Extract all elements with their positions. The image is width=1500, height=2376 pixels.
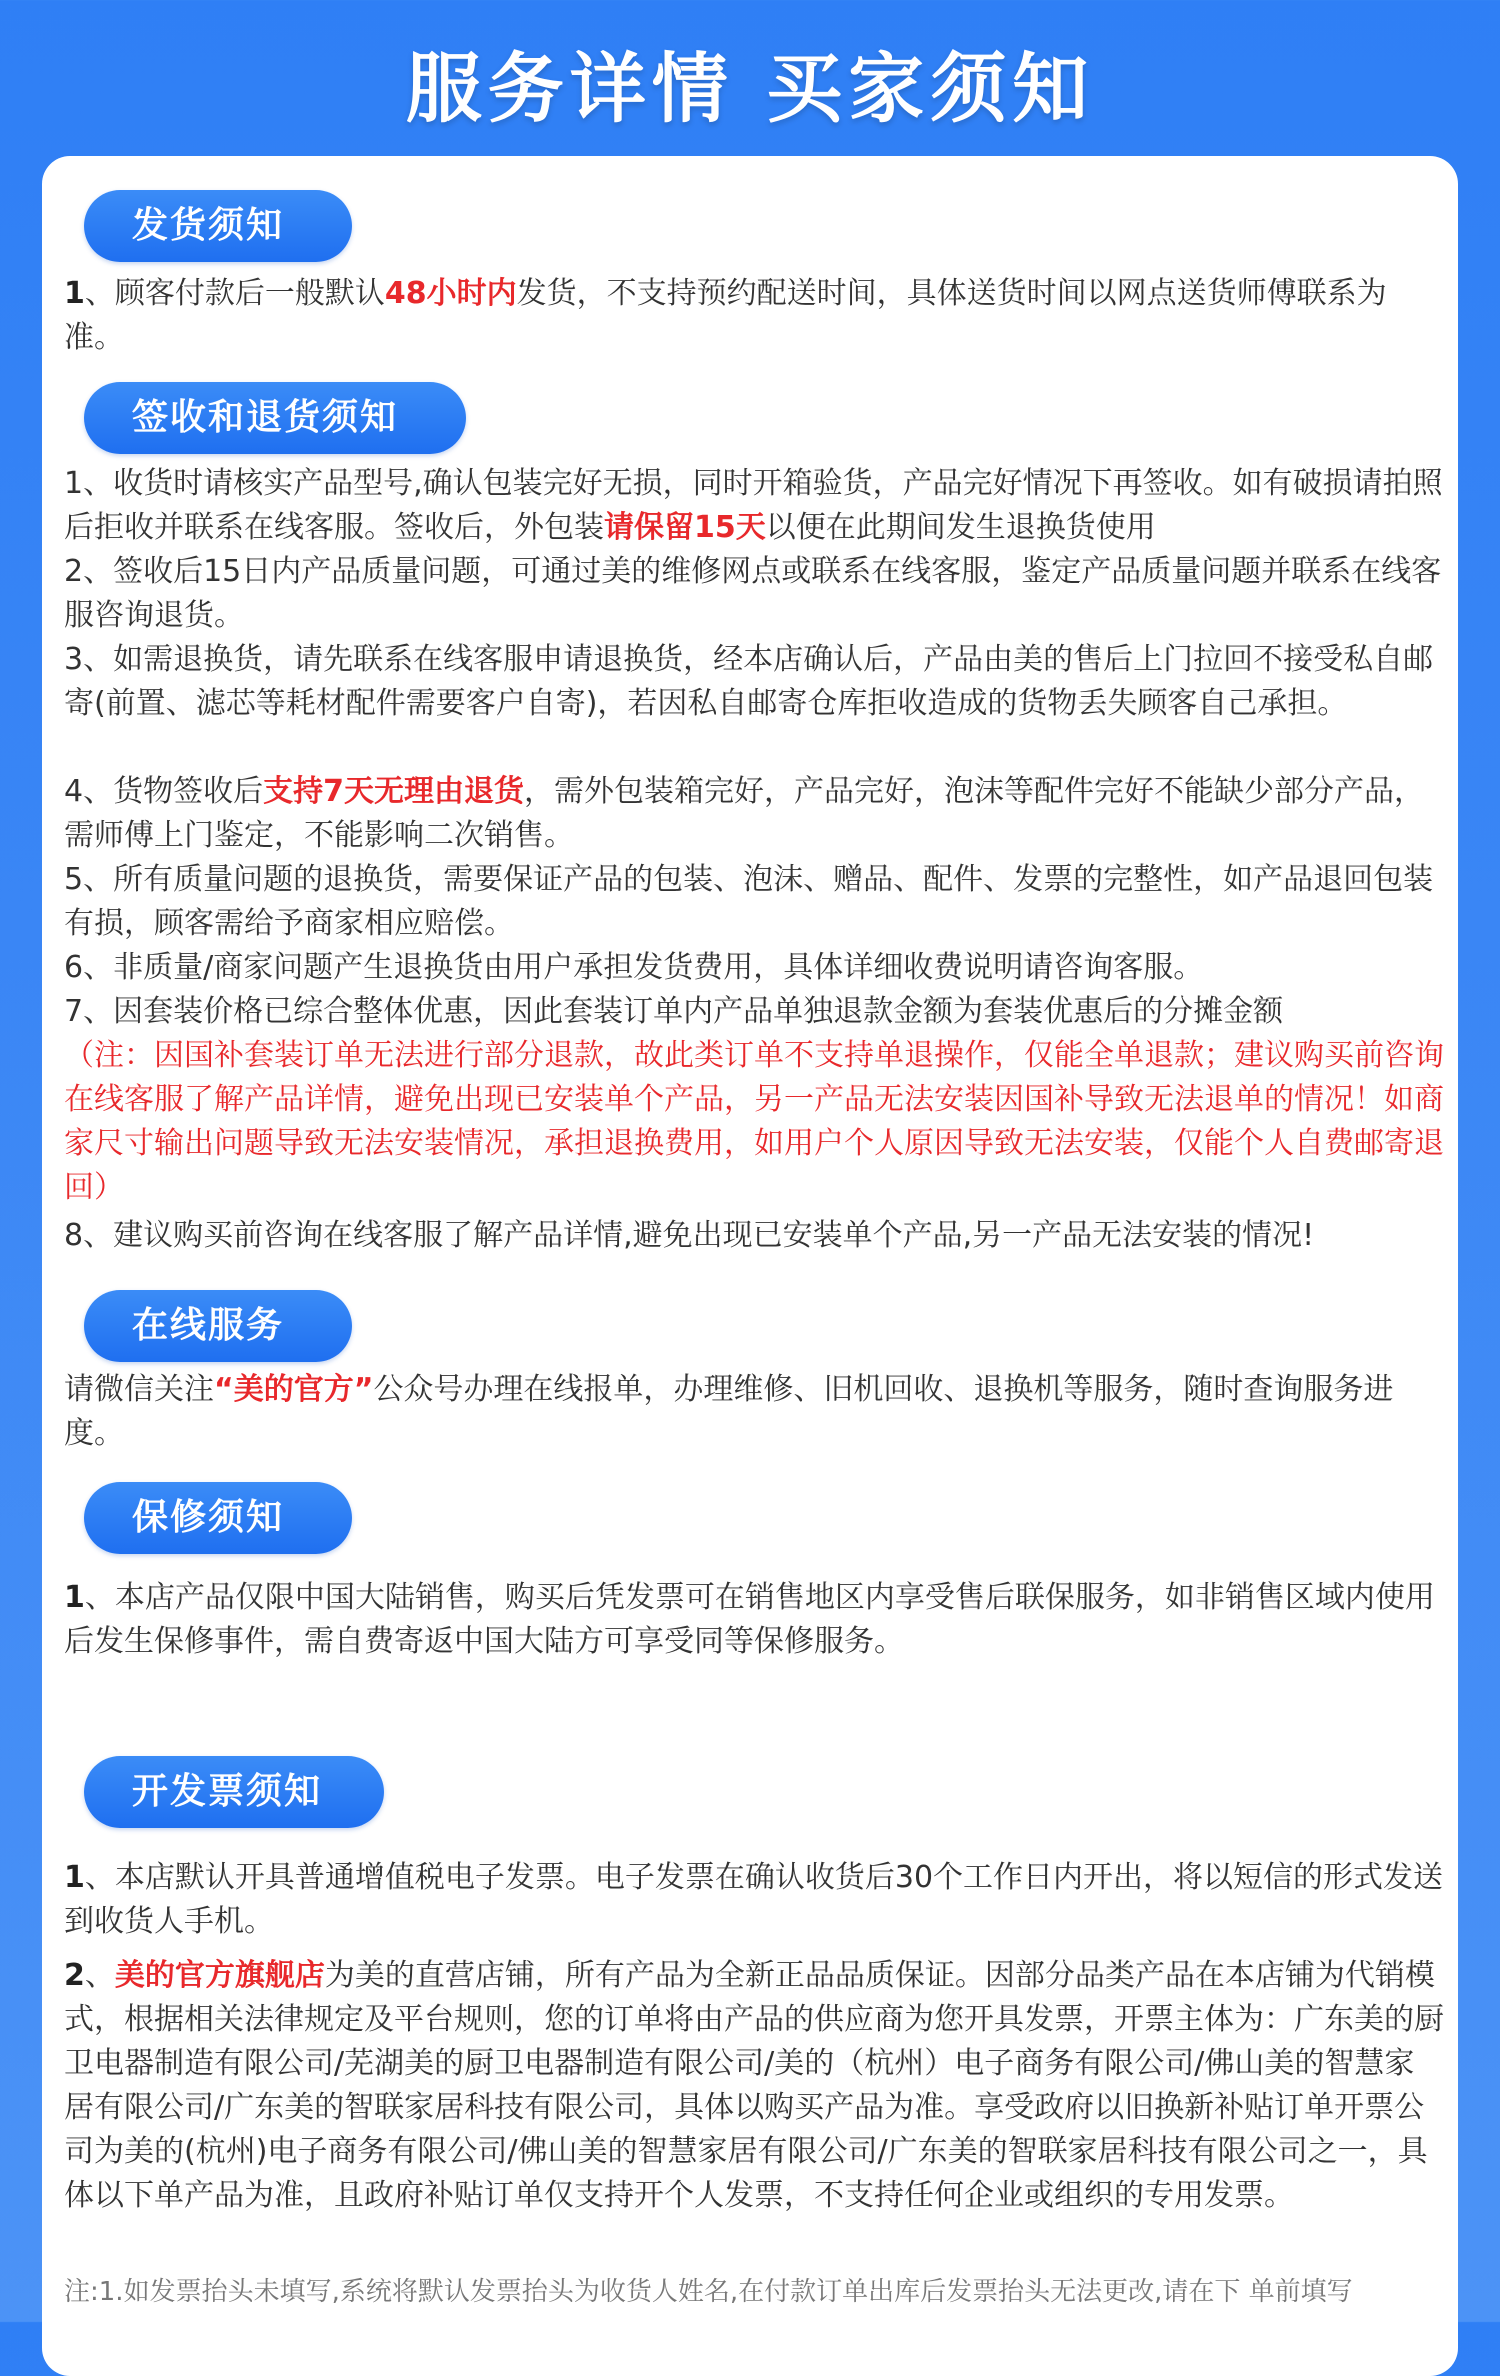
receipt-paragraph-2: 2、签收后15日内产品质量问题，可通过美的维修网点或联系在线客服，鉴定产品质量问题并联系在线客服咨询退货。 (64, 554, 1442, 633)
item-number: 1 (64, 276, 85, 311)
highlight-48h: 48小时内 (384, 276, 517, 311)
receipt-paragraph-4: 4、货物签收后支持7天无理由退货，需外包装箱完好，产品完好，泡沫等配件完好不能缺少部分产品，需师傅上门鉴定，不能影响二次销售。 (64, 774, 1424, 853)
receipt-paragraph-7: 7、因套装价格已综合整体优惠，因此套装订单内产品单独退款金额为套装优惠后的分摊金额 (64, 994, 1284, 1029)
receipt-paragraph-3: 3、如需退换货，请先联系在线客服申请退换货，经本店确认后，产品由美的售后上门拉回不接受私自邮寄(前置、滤芯等耗材配件需要客户自寄)，若因私自邮寄仓库拒收造成的货物丢失顾客自己承担。 (64, 642, 1434, 721)
page-title: 服务详情 买家须知 (405, 44, 1095, 133)
online-paragraph-1: 请微信关注“美的官方”公众号办理在线报单，办理维修、旧机回收、退换机等服务，随时查询服务进度。 (64, 1372, 1394, 1451)
receipt-paragraph-7-note: （注：因国补套装订单无法进行部分退款，故此类订单不支持单退操作，仅能全单退款；建议购买前咨询在线客服了解产品详情，避免出现已安装单个产品，另一产品无法安装因国补导致无法退单的情况！如商家尺寸输出问题导致无法安装情况，承担退换费用，如用户个人原因导致无法安装，仅能个人自费邮寄退回） (64, 1038, 1444, 1205)
section-tag-warranty: 保修须知 (84, 1482, 352, 1554)
section-tag-receipt-return: 签收和退货须知 (84, 382, 466, 454)
receipt-paragraph-6: 6、非质量/商家问题产生退换货由用户承担发货费用，具体详细收费说明请咨询客服。 (64, 950, 1204, 985)
warranty-paragraph-1: 1、本店产品仅限中国大陆销售，购买后凭发票可在销售地区内享受售后联保服务，如非销售区域内使用后发生保修事件，需自费寄返中国大陆方可享受同等保修服务。 (64, 1580, 1435, 1659)
section-tag-shipping: 发货须知 (84, 190, 352, 262)
receipt-paragraph-1: 1、收货时请核实产品型号,确认包装完好无损，同时开箱验货，产品完好情况下再签收。如有破损请拍照后拒收并联系在线客服。签收后，外包装请保留15天以便在此期间发生退换货使用 (64, 466, 1443, 545)
item-number: 1 (64, 1580, 85, 1615)
receipt-paragraph-5: 5、所有质量问题的退换货，需要保证产品的包装、泡沫、赠品、配件、发票的完整性，如产品退回包装有损，顾客需给予商家相应赔偿。 (64, 862, 1434, 941)
highlight-midea-official: “美的官方” (214, 1372, 374, 1407)
shipping-paragraph-1: 1、顾客付款后一般默认48小时内发货，不支持预约配送时间，具体送货时间以网点送货师傅联系为准。 (64, 276, 1387, 355)
highlight-keep-15-days: 请保留15天 (604, 510, 766, 545)
item-number: 1 (64, 1860, 85, 1895)
highlight-7-day-return: 支持7天无理由退货 (263, 774, 524, 809)
invoice-footnote: 注:1.如发票抬头未填写,系统将默认发票抬头为收货人姓名,在付款订单出库后发票抬头无法更改,请在下 单前填写 (64, 2277, 1353, 2307)
section-tag-invoice: 开发票须知 (84, 1756, 384, 1828)
invoice-paragraph-2: 2、美的官方旗舰店为美的直营店铺，所有产品为全新正品品质保证。因部分品类产品在本店铺为代销模式，根据相关法律规定及平台规则，您的订单将由产品的供应商为您开具发票，开票主体为：广东美的厨卫电器制造有限公司/芜湖美的厨卫电器制造有限公司/美的（杭州）电子商务有限公司/佛山美的智慧家居有限公司/广东美的智联家居科技有限公司，具体以购买产品为准。享受政府以旧换新补贴订单开票公司为美的(杭州)电子商务有限公司/佛山美的智慧家居有限公司/广东美的智联家居科技有限公司之一，具体以下单产品为准，且政府补贴订单仅支持开个人发票，不支持任何企业或组织的专用发票。 (64, 1958, 1444, 2213)
invoice-paragraph-1: 1、本店默认开具普通增值税电子发票。电子发票在确认收货后30个工作日内开出，将以短信的形式发送到收货人手机。 (64, 1860, 1444, 1939)
highlight-flagship-store: 美的官方旗舰店 (114, 1958, 325, 1993)
item-number: 2 (64, 1958, 85, 1993)
receipt-paragraph-8: 8、建议购买前咨询在线客服了解产品详情,避免出现已安装单个产品,另一产品无法安装的情况! (64, 1218, 1315, 1253)
section-tag-online-service: 在线服务 (84, 1290, 352, 1362)
